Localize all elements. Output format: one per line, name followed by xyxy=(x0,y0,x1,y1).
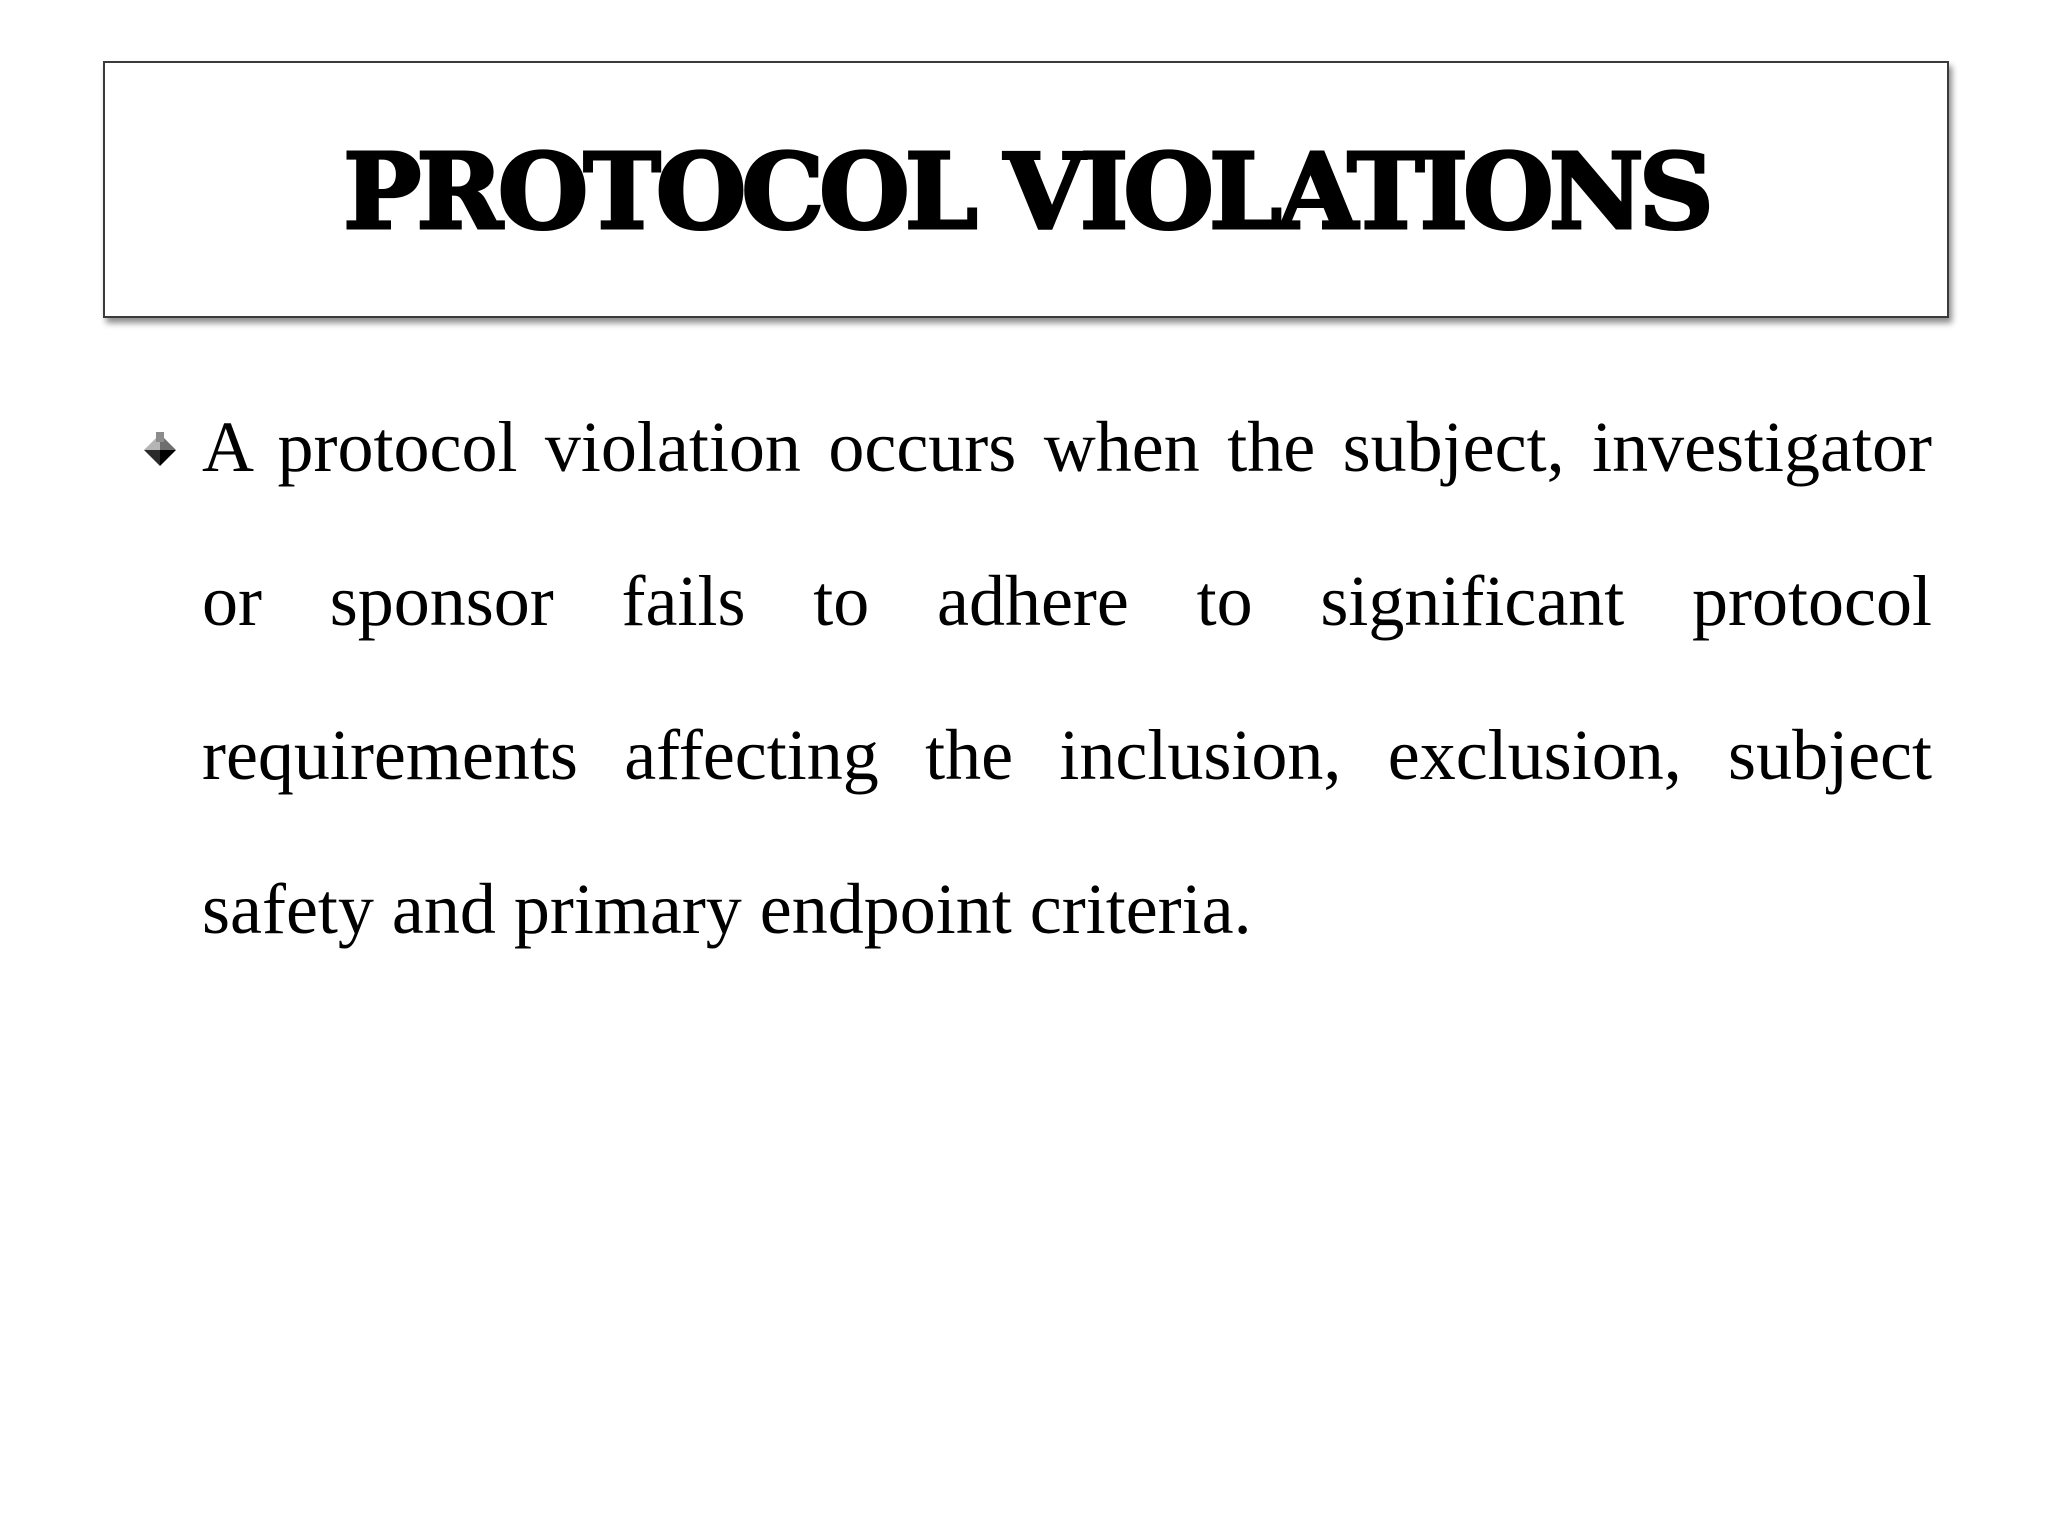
bullet-text: A protocol violation occurs when the subject, investigator or sponsor fails to adhere to significant protocol requirements affecting the inclusion, exclusion, subject safety and primary endpoint criteria. xyxy=(202,407,1932,949)
arrow-bullet-icon xyxy=(142,432,178,468)
title-box xyxy=(103,61,1949,318)
slide-title: PROTOCOL VIOLATIONS xyxy=(343,129,1709,253)
